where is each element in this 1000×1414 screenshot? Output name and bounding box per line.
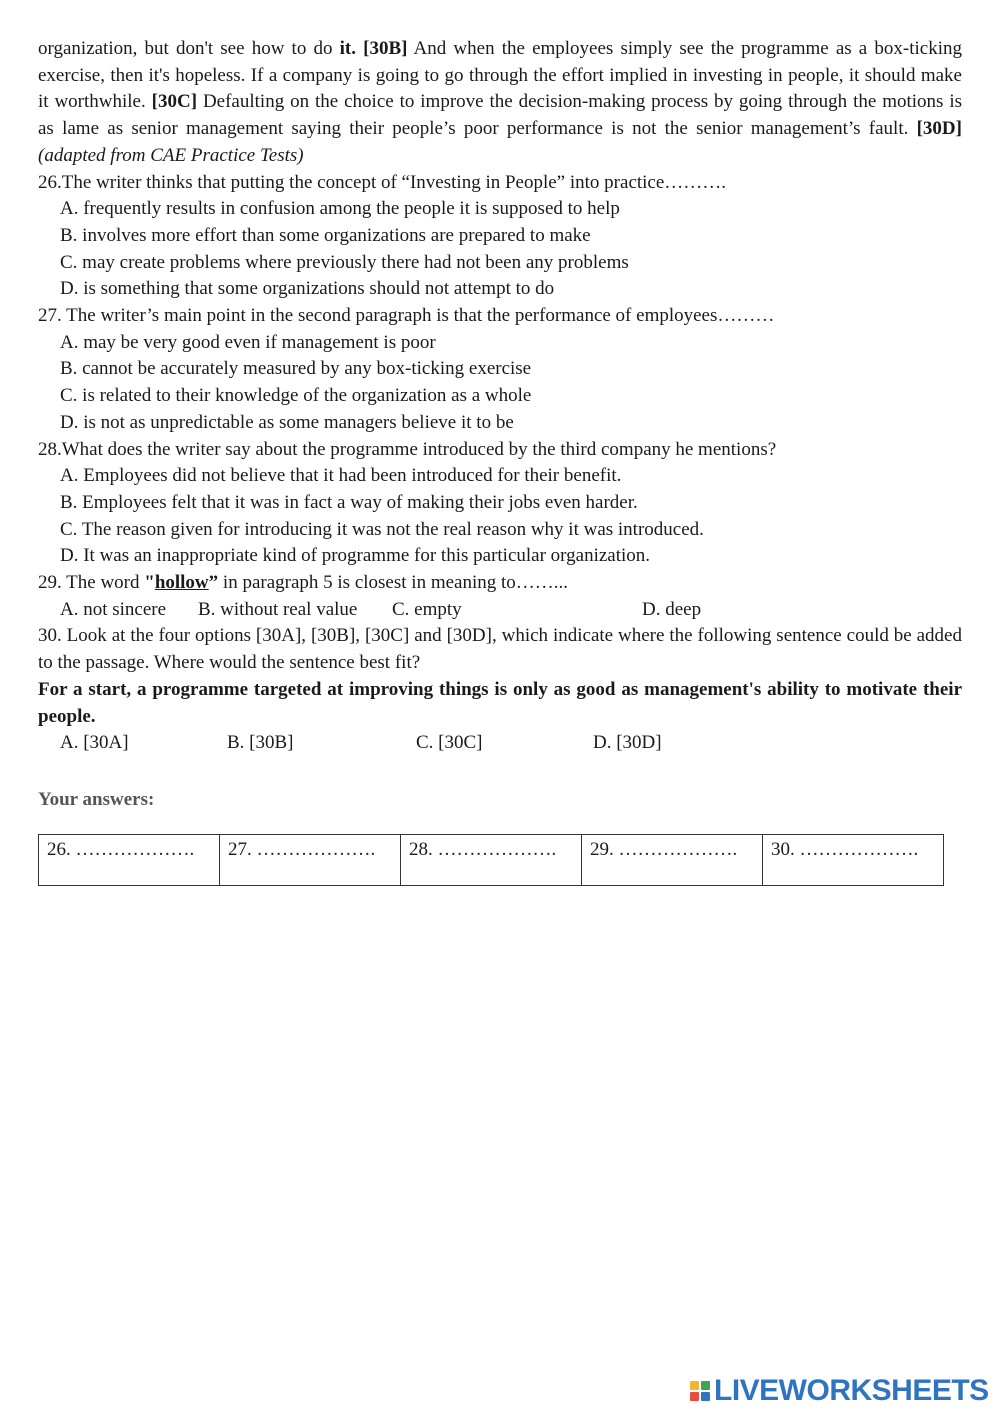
logo-squares-icon <box>690 1381 710 1401</box>
answer-row <box>39 835 944 886</box>
question-29-option-d: D. deep <box>642 598 702 620</box>
question-26-stem: 26.The writer thinks that putting the concept of “Investing in People” into practice………. <box>38 171 727 193</box>
question-27-option-b: B. cannot be accurately measured by any box-ticking exercise <box>60 358 532 380</box>
question-28-stem: 28.What does the writer say about the programme introduced by the third company he mentions? <box>38 438 777 460</box>
answer-cell-26[interactable]: 26. ………………. <box>39 835 220 886</box>
question-28-option-a: A. Employees did not believe that it had been introduced for their benefit. <box>60 465 622 487</box>
question-30-option-c: C. [30C] <box>416 732 483 754</box>
logo-square <box>701 1381 710 1390</box>
question-29-stem: 29. The word "hollow” in paragraph 5 is closest in meaning to……... <box>38 572 569 594</box>
question-27-option-d: D. is not as unpredictable as some managers believe it to be <box>60 411 514 433</box>
answer-cell-30[interactable]: 30. ………………. <box>763 835 944 886</box>
marker-30c: [30C] <box>151 91 198 113</box>
marker-30d: [30D] <box>916 118 962 140</box>
question-28-option-b: B. Employees felt that it was in fact a way of making their jobs even harder. <box>60 491 638 513</box>
question-29-option-b: B. without real value <box>198 598 358 620</box>
question-30-options <box>60 730 962 757</box>
logo-square <box>701 1392 710 1401</box>
logo-square <box>690 1392 699 1401</box>
passage-excerpt: organization, but don't see how to do it. [30B] And when the employees simply see the programme as a box-ticking exercise, then it's hopeless. If a company is going to go through the effort implied in investing in people, it should make it worthwhile. [30C] Defaulting on the choice to improve the decision-making process by going through the motions is as lame as senior management saying their people’s poor performance is not the senior management’s fault. [30D] (adapted from CAE Practice Tests) <box>38 38 962 166</box>
source-citation: (adapted from CAE Practice Tests) <box>38 144 304 166</box>
question-27-option-a: A. may be very good even if management is poor <box>60 331 436 353</box>
question-26-option-a: A. frequently results in confusion among the people it is supposed to help <box>60 198 620 220</box>
answer-cell-27[interactable]: 27. ………………. <box>220 835 401 886</box>
worksheet-page <box>38 36 962 757</box>
target-word: hollow <box>154 572 209 594</box>
question-30-option-d: D. [30D] <box>593 732 662 754</box>
question-29-option-a: A. not sincere <box>60 598 167 620</box>
question-26-option-d: D. is something that some organizations should not attempt to do <box>60 278 555 300</box>
answers-title: Your answers: <box>38 789 155 810</box>
question-30-option-a: A. [30A] <box>60 732 129 754</box>
logo-square <box>690 1381 699 1390</box>
question-27-stem: 27. The writer’s main point in the second paragraph is that the performance of employees……… <box>38 305 775 327</box>
question-26-option-c: C. may create problems where previously there had not been any problems <box>60 251 629 273</box>
question-28-option-c: C. The reason given for introducing it was not the real reason why it was introduced. <box>60 518 704 540</box>
answer-cell-29[interactable]: 29. ………………. <box>582 835 763 886</box>
question-29-option-c: C. empty <box>392 598 462 620</box>
answer-cell-28[interactable]: 28. ………………. <box>401 835 582 886</box>
question-28-option-d: D. It was an inappropriate kind of programme for this particular organization. <box>60 545 651 567</box>
marker-30b: it. [30B] <box>339 38 408 59</box>
question-26-option-b: B. involves more effort than some organizations are prepared to make <box>60 224 591 246</box>
question-27-option-c: C. is related to their knowledge of the organization as a whole <box>60 385 532 407</box>
logo-text: LIVEWORKSHEETS <box>714 1374 989 1407</box>
question-30-sentence: For a start, a programme targeted at improving things is only as good as management's ability to motivate their people. <box>38 678 962 727</box>
answer-table <box>38 834 944 886</box>
question-29-options <box>60 597 962 624</box>
liveworksheets-logo <box>690 1376 989 1406</box>
question-30-option-b: B. [30B] <box>227 732 294 754</box>
question-30-stem: 30. Look at the four options [30A], [30B], [30C] and [30D], which indicate where the following sentence could be added to the passage. Where would the sentence best fit? <box>38 625 962 674</box>
